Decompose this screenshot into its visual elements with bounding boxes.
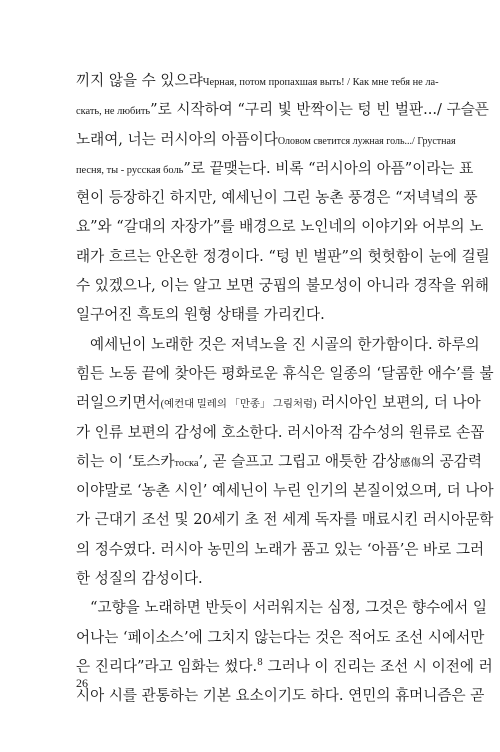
text-line: 가 인류 보편의 감성에 호소한다. 러시아적 감수성의 원류로 손꼽 (76, 423, 485, 441)
page-number: 26 (76, 676, 88, 690)
text-line (76, 447, 482, 476)
text-line (76, 652, 493, 681)
text-line: 의 정수였다. 러시아 농민의 노래가 품고 있는 ‘아픔’은 바로 그러 (76, 540, 485, 558)
text-line: 현이 등장하긴 하지만, 예세닌이 그린 농촌 풍경은 “저녁녘의 풍 (76, 189, 478, 207)
text-run: 노래여, 너는 러시아의 아픔이다 (76, 130, 278, 148)
russian-quote: песня, ты - русская боль (76, 164, 184, 176)
text-run: ”로 시작하여 “구리 빛 반짝이는 텅 빈 벌판.../ 구슬픈 (150, 101, 489, 119)
russian-quote: Черная, потом пропахшая выть! / Как мне тебя не ла- (202, 77, 439, 88)
text-line: 가 근대기 조선 및 20세기 초 전 세계 독자를 매료시킨 러시아문학 (76, 511, 494, 529)
text-line (76, 95, 489, 124)
paragraph-first-line: “고향을 노래하면 반듯이 서러워지는 심정, 그것은 향수에서 일 (90, 599, 488, 617)
text-line (76, 66, 439, 95)
russian-quote: скать, не любить (76, 106, 151, 118)
paragraph-first-line: 예세닌이 노래한 것은 저녁노을 진 시골의 한가함이다. 하루의 (90, 335, 480, 353)
text-line: 이야말로 ‘농촌 시인’ 예세닌이 누린 인기의 본질이었으며, 더 나아 (76, 482, 494, 500)
parenthetical-note: (예컨대 밀레의 「만종」 그림처럼) (160, 399, 317, 411)
text-line: 시아 시를 관통하는 기본 요소이기도 하다. 연민의 휴머니즘은 곧 (76, 687, 485, 705)
text-line: 요”와 “갈대의 자장가”를 배경으로 노인네의 이야기와 어부의 노 (76, 218, 484, 236)
russian-word: тоска (174, 457, 199, 469)
body-text (76, 66, 494, 711)
text-line: 어나는 ‘페이소스’에 그치지 않는다는 것은 적어도 조선 시에서만 (76, 628, 485, 646)
text-line: 래가 흐르는 안온한 정경이다. “텅 빈 벌판”의 헛헛함이 눈에 걸릴 (76, 247, 490, 265)
footnote-marker: 8 (257, 657, 263, 668)
text-line: 수 있겠으나, 이는 알고 보면 궁핍의 불모성이 아니라 경작을 위해 (76, 277, 489, 295)
russian-quote: Оловом светится лужная голь.../ Грустная (277, 135, 456, 147)
text-run: 러시아인 보편의, 더 나아 (316, 394, 481, 412)
text-line: 힘든 노동 끝에 찾아든 평화로운 휴식은 일종의 ‘달콤한 애수’를 불 (76, 364, 494, 382)
text-line (76, 388, 481, 417)
text-line (76, 154, 474, 183)
text-run: ’, 곧 슬프고 그립고 애틋한 감상 (198, 452, 401, 470)
text-run: 그러나 이 진리는 조선 시 이전에 러 (262, 657, 493, 675)
text-run: 히는 이 ‘토스카 (76, 452, 175, 470)
text-run: 끼지 않을 수 있으랴 (76, 72, 203, 89)
hanja-gloss: 感傷 (400, 457, 421, 469)
text-line (76, 125, 456, 154)
text-run: ”로 끝맺는다. 비록 “러시아의 아픔”이라는 표 (183, 159, 474, 177)
paragraph-last-line: 한 성질의 감성이다. (76, 570, 203, 588)
text-run: 은 진리다”라고 임화는 썼다. (76, 657, 258, 675)
text-run: 의 공감력 (420, 452, 482, 470)
paragraph-last-line: 일구어진 흑토의 원형 상태를 가리킨다. (76, 306, 325, 324)
text-run: 러일으키면서 (76, 394, 161, 412)
